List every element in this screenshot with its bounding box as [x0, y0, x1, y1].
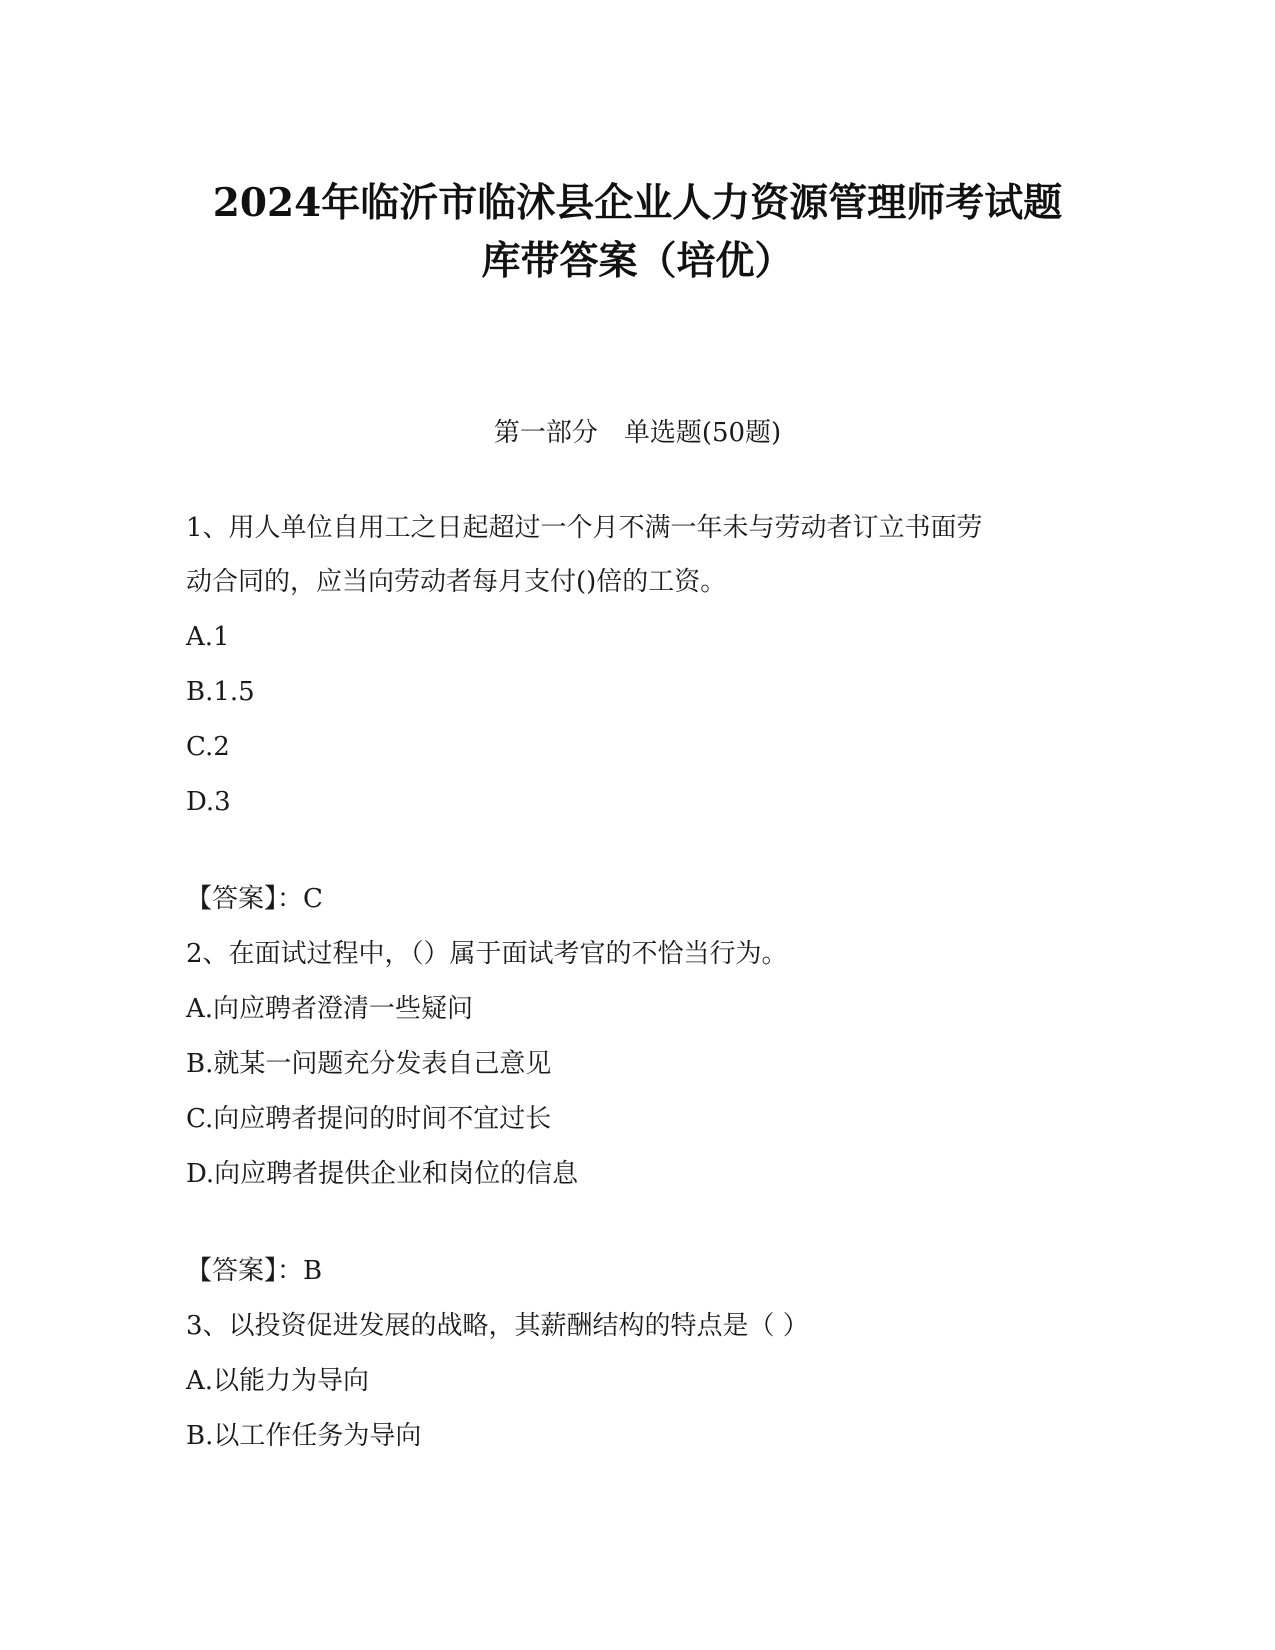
question-1-stem-line-2: 动合同的，应当向劳动者每月支付()倍的工资。: [186, 567, 727, 597]
question-1-option-d: D.3: [186, 787, 231, 817]
question-2-stem-line-1: 2、在面试过程中，（）属于面试考官的不恰当行为。: [186, 939, 788, 969]
question-1-option-a: A.1: [186, 622, 230, 652]
section-heading: 第一部分 单选题(50题): [493, 418, 782, 448]
title-line-1: 2024年临沂市临沭县企业人力资源管理师考试题: [212, 180, 1063, 227]
title-line-2: 库带答案（培优）: [481, 238, 794, 285]
question-3-option-b: B.以工作任务为导向: [186, 1421, 422, 1451]
question-3-stem-line-1: 3、以投资促进发展的战略，其薪酬结构的特点是（ ）: [186, 1311, 809, 1341]
question-1-option-c: C.2: [186, 732, 230, 762]
question-2-answer: 【答案】：B: [186, 1256, 323, 1286]
question-1-stem-line-1: 1、用人单位自用工之日起超过一个月不满一年未与劳动者订立书面劳: [186, 513, 983, 543]
question-2-option-a: A.向应聘者澄清一些疑问: [186, 994, 474, 1024]
question-2-option-b: B.就某一问题充分发表自己意见: [186, 1049, 552, 1079]
question-1-option-b: B.1.5: [186, 677, 255, 707]
question-1-answer: 【答案】：C: [186, 884, 323, 914]
question-2-option-d: D.向应聘者提供企业和岗位的信息: [186, 1159, 579, 1189]
question-3-option-a: A.以能力为导向: [186, 1366, 370, 1396]
document-title: [150, 174, 1125, 290]
question-2-option-c: C.向应聘者提问的时间不宜过长: [186, 1104, 552, 1134]
